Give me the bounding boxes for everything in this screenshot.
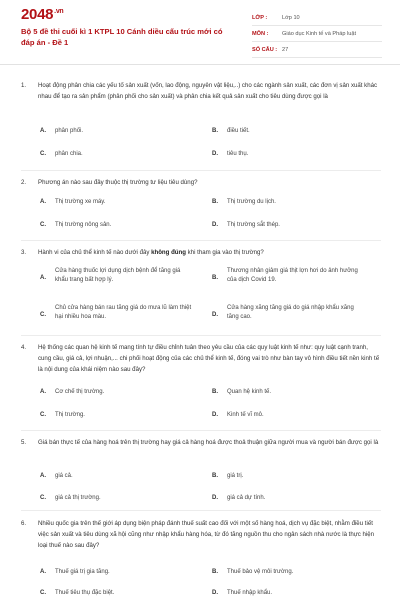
option-letter: C. — [40, 412, 46, 418]
site-logo[interactable] — [21, 6, 63, 23]
meta-row-count — [252, 42, 382, 58]
option-text: Quan hệ kinh tế. — [227, 389, 272, 395]
option-letter: A. — [40, 275, 46, 281]
option-letter: D. — [212, 151, 218, 157]
page-header — [0, 0, 400, 65]
option-c[interactable] — [40, 494, 190, 503]
option-letter: B. — [212, 569, 218, 575]
option-text: phân phối. — [55, 128, 84, 134]
meta-row-class — [252, 10, 382, 26]
option-text: Cửa hàng thuốc lợi dụng dịch bệnh để tăng giá khẩu trang bất hợp lý. — [55, 268, 181, 283]
question-body: Hệ thống các quan hệ kinh tế mang tính tự điều chỉnh tuân theo yêu cầu của các quy luật kinh tế như: quy luật cạnh tranh, cung cầu, giá cả, lợi nhuận,... chi phối hoạt động của các chủ thể kinh tế, đóng vai trò như bàn tay vô hình điều tiết nền kinh tế là nội dung của khái niệm nào sau đây? — [38, 344, 380, 373]
option-b[interactable] — [212, 472, 372, 481]
meta-value: 27 — [282, 46, 289, 53]
option-letter: A. — [40, 389, 46, 395]
option-letter: B. — [212, 199, 218, 205]
exam-meta — [252, 10, 382, 58]
option-letter: B. — [212, 389, 218, 395]
option-text: Thị trường xe máy. — [55, 199, 106, 205]
option-a[interactable] — [40, 388, 190, 397]
logo-suffix: .vn — [54, 8, 64, 15]
option-text: giá cả thị trường. — [55, 495, 101, 501]
option-c[interactable] — [40, 589, 190, 598]
meta-row-subject — [252, 26, 382, 42]
option-text: phân chia. — [55, 151, 83, 157]
option-text: giá cả. — [55, 473, 73, 479]
option-text: Cơ chế thị trường. — [55, 389, 105, 395]
option-text: Thị trường sắt thép. — [227, 222, 280, 228]
question-text — [21, 247, 381, 258]
option-letter: C. — [40, 590, 46, 596]
option-c[interactable] — [40, 150, 190, 159]
option-letter: B. — [212, 473, 218, 479]
option-text: tiêu thụ. — [227, 151, 249, 157]
question-text — [21, 80, 381, 102]
question-body: Hoạt động phân chia các yếu tố sản xuất (vốn, lao động, nguyên vật liệu,..) cho các ngành sản xuất, các đơn vị sản xuất khác nhau để tạo ra sản phẩm (phân phối cho sản xuất) và phân chia kết quả sản xuất cho tiêu dùng được gọi là — [38, 82, 378, 100]
question-number: 1. — [21, 82, 27, 89]
option-b[interactable] — [212, 127, 372, 136]
option-letter: D. — [212, 312, 218, 318]
option-b[interactable] — [212, 198, 372, 207]
question-body: Giá bán thực tế của hàng hoá trên thị trường hay giá cả hàng hoá được thoả thuận giữa người mua và người bán được gọi là — [38, 439, 379, 446]
option-text: giá trị. — [227, 473, 244, 479]
option-letter: C. — [40, 222, 46, 228]
divider — [21, 335, 381, 336]
option-letter: A. — [40, 128, 46, 134]
question-text-part: Hành vi của chủ thể kinh tế nào dưới đây — [38, 249, 152, 256]
option-b[interactable] — [212, 267, 367, 285]
option-c[interactable] — [40, 411, 190, 420]
question-text-part: khi tham gia vào thị trường? — [185, 249, 264, 256]
meta-key: LỚP : — [252, 14, 268, 21]
option-text: Thị trường du lịch. — [227, 199, 276, 205]
option-d[interactable] — [212, 150, 372, 159]
divider — [21, 510, 381, 511]
option-text: Thuế giá trị gia tăng. — [55, 569, 110, 575]
option-a[interactable] — [40, 472, 190, 481]
question-number: 5. — [21, 439, 27, 446]
question-text — [21, 177, 381, 188]
option-letter: C. — [40, 312, 46, 318]
option-d[interactable] — [212, 411, 372, 420]
option-letter: C. — [40, 151, 46, 157]
option-text: Thị trường. — [55, 412, 85, 418]
option-a[interactable] — [40, 198, 190, 207]
question-text — [21, 518, 381, 551]
option-letter: D. — [212, 222, 218, 228]
option-text: Thị trường nông sản. — [55, 222, 112, 228]
question-number: 6. — [21, 520, 27, 527]
meta-key: SỐ CÂU : — [252, 46, 278, 53]
option-letter: D. — [212, 412, 218, 418]
question-number: 4. — [21, 344, 27, 351]
option-text: Thuế nhập khẩu. — [227, 590, 273, 596]
question-body: Nhiều quốc gia trên thế giới áp dụng biện pháp đánh thuế suất cao đối với một số hàng hoá, dịch vụ đặc biệt, nhằm điều tiết việc sản xuất và tiêu dùng xã hội cũng như nhập khẩu hàng hóa, từ đó tăng nguồn thu cho ngân sách nhà nước là thực hiện loại thuế nào sau đây? — [38, 520, 375, 549]
option-text: điều tiết. — [227, 128, 250, 134]
option-b[interactable] — [212, 568, 372, 577]
option-text: giá cả dự tính. — [227, 495, 266, 501]
exam-title: Bộ 5 đề thi cuối kì 1 KTPL 10 Cánh diều cấu trúc mới có đáp án - Đề 1 — [21, 27, 223, 47]
option-a[interactable] — [40, 568, 190, 577]
option-c[interactable] — [40, 221, 190, 230]
option-text: Chủ cửa hàng bán rau tăng giá do mưa lũ làm thiệt hại nhiều hoa màu. — [55, 305, 192, 320]
question-text — [21, 437, 381, 448]
option-b[interactable] — [212, 388, 372, 397]
option-letter: A. — [40, 473, 46, 479]
option-letter: B. — [212, 128, 218, 134]
option-d[interactable] — [212, 494, 372, 503]
question-number: 3. — [21, 249, 27, 256]
option-letter: D. — [212, 590, 218, 596]
option-text: Cửa hàng xăng tăng giá do giá nhập khẩu xăng tăng cao. — [227, 305, 354, 320]
option-d[interactable] — [212, 589, 372, 598]
divider — [21, 170, 381, 171]
question-number: 2. — [21, 179, 27, 186]
divider — [21, 430, 381, 431]
option-letter: B. — [212, 275, 218, 281]
option-letter: D. — [212, 495, 218, 501]
option-c[interactable] — [40, 304, 195, 322]
meta-key: MÔN : — [252, 30, 269, 37]
option-text: Kinh tế vĩ mô. — [227, 412, 264, 418]
option-d[interactable] — [212, 304, 367, 322]
question-emphasis: không đúng — [151, 249, 186, 256]
option-letter: A. — [40, 569, 46, 575]
option-letter: A. — [40, 199, 46, 205]
question-text — [21, 342, 381, 375]
option-text: Thuế tiêu thụ đặc biệt. — [55, 590, 115, 596]
option-a[interactable] — [40, 127, 190, 136]
meta-value: Lớp 10 — [282, 14, 300, 21]
option-text: Thuế bảo vệ môi trường. — [227, 569, 294, 575]
question-body: Phương án nào sau đây thuộc thị trường tư liệu tiêu dùng? — [38, 179, 198, 186]
option-letter: C. — [40, 495, 46, 501]
meta-value: Giáo dục Kinh tế và Pháp luật — [282, 30, 357, 37]
question-body — [38, 247, 381, 258]
divider — [21, 240, 381, 241]
option-text: Thương nhân giảm giá thịt lợn hơi do ảnh hưởng của dịch Covid 19. — [227, 268, 358, 283]
logo-text: 2048 — [21, 6, 54, 23]
option-a[interactable] — [40, 267, 195, 285]
option-d[interactable] — [212, 221, 372, 230]
